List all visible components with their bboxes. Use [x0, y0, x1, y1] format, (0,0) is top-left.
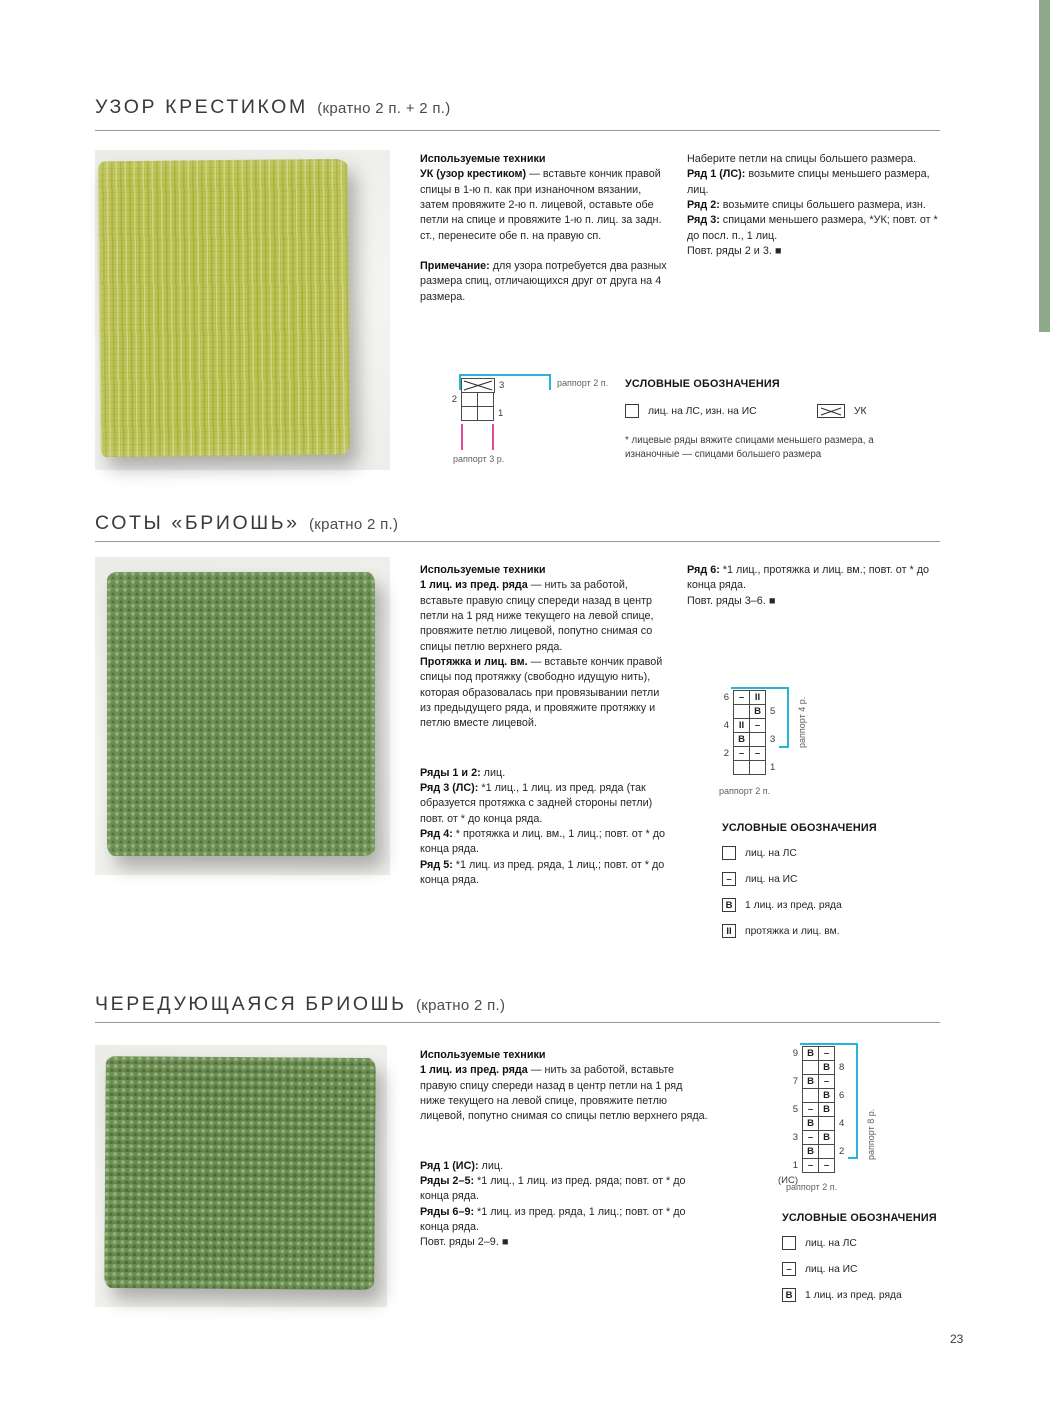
chart-cell: B — [733, 732, 750, 747]
chart-cell: – — [818, 1074, 835, 1089]
technique-term: 1 лиц. из пред. ряда — [420, 579, 528, 592]
legend-item — [782, 1236, 1002, 1250]
row-rapport-bracket — [731, 687, 789, 748]
chart-cross-stitch — [445, 378, 655, 478]
b-square-symbol: B — [722, 898, 736, 912]
pattern-repeat-note: (кратно 2 п.) — [416, 997, 506, 1014]
repeat-instruction: Повт. ряды 2–9. ■ — [420, 1236, 509, 1249]
chart-row-number: 5 — [792, 1104, 798, 1115]
chart-cell — [477, 406, 494, 421]
s1-techniques-column — [420, 152, 670, 305]
techniques-heading: Используемые техники — [420, 564, 546, 576]
row-label: Ряды 1 и 2: — [420, 766, 481, 779]
row-instruction — [420, 766, 670, 781]
chart-cell — [749, 760, 766, 775]
row-instruction — [420, 1159, 708, 1174]
techniques-heading: Используемые техники — [420, 1049, 546, 1061]
note-label: Примечание: — [420, 259, 490, 272]
technique-description — [420, 1063, 708, 1124]
row-label: Ряды 6–9: — [420, 1205, 475, 1218]
chart-row-number — [494, 392, 498, 407]
chart-cell: B — [802, 1116, 819, 1131]
legend-item — [722, 898, 952, 912]
legend-label: 1 лиц. из пред. ряда — [745, 899, 842, 911]
chart-row-number: 1 — [498, 408, 504, 419]
chart-row-number — [772, 1088, 802, 1103]
empty-square-symbol — [625, 404, 639, 418]
chart-cell — [477, 392, 494, 407]
dash-square-symbol: – — [782, 1262, 796, 1276]
legend-item — [722, 846, 952, 860]
technique-description — [420, 655, 670, 732]
legend-heading: УСЛОВНЫЕ ОБОЗНАЧЕНИЯ — [625, 378, 780, 390]
row-label: Ряд 3 (ЛС): — [420, 781, 479, 794]
chart-row-number: 5 — [770, 706, 776, 717]
chart-row-number — [772, 1116, 802, 1131]
legend-heading: УСЛОВНЫЕ ОБОЗНАЧЕНИЯ — [782, 1212, 937, 1224]
stitch-rapport-label: раппорт 2 п. — [719, 786, 771, 796]
chart-row-number: 3 — [499, 380, 505, 391]
chart-row-number: 3 — [770, 734, 776, 745]
cast-on-instruction: Наберите петли на спицы большего размера. — [687, 153, 916, 165]
chart-cell: – — [802, 1130, 819, 1145]
chart-cell: – — [818, 1158, 835, 1173]
stitch-rapport-bracket — [459, 374, 551, 390]
chart-cell: II — [749, 690, 766, 705]
legend-brioche-honeycomb — [722, 822, 952, 938]
chart-row — [772, 1130, 952, 1145]
dash-square-symbol: – — [722, 872, 736, 886]
row-rapport-label: раппорт 4 р. — [797, 696, 807, 748]
chart-row-number: 6 — [723, 692, 729, 703]
chart-cell — [733, 760, 750, 775]
section-heading-alternating-brioche — [95, 993, 505, 1016]
chart-cell: – — [802, 1102, 819, 1117]
cross-stitch-x-icon — [820, 407, 842, 416]
chart-brioche-honeycomb — [719, 690, 879, 802]
b-square-symbol: B — [782, 1288, 796, 1302]
legend-heading: УСЛОВНЫЕ ОБОЗНАЧЕНИЯ — [722, 822, 877, 834]
chart-cell: – — [749, 746, 766, 761]
technique-text: — нить за работой, вставьте правую спицу спереди назад в центр петли на 1 ряд ниже текущего на левой спице, провяжите петлю лицевой, попутно снимая со спицы петлю верхнего ряда. — [420, 579, 654, 653]
chart-row-number: 1 (ИС) — [777, 1160, 798, 1186]
row-instruction — [420, 1174, 708, 1205]
row-label: Ряд 6: — [687, 564, 720, 576]
chart-row-number — [835, 1158, 839, 1173]
section-divider — [95, 1022, 940, 1023]
row-text: *1 лиц., протяжка и лиц. вм.; повт. от * до конца ряда. — [687, 564, 930, 592]
row-rapport-bracket — [800, 1043, 858, 1159]
chart-cell: B — [802, 1074, 819, 1089]
chart-row-number: 4 — [723, 720, 729, 731]
technique-term: УК (узор крестиком) — [420, 168, 527, 181]
chart-cell: B — [818, 1060, 835, 1075]
page-edge-accent-bar — [1039, 0, 1050, 332]
row-rapport-label: раппорт 8 р. — [866, 1108, 876, 1160]
chart-cell: B — [818, 1102, 835, 1117]
bracket-tick — [779, 746, 789, 748]
section-divider — [95, 541, 940, 542]
legend-label: протяжка и лиц. вм. — [745, 925, 840, 937]
row-text: * протяжка и лиц. вм., 1 лиц.; повт. от * до конца ряда. — [420, 827, 666, 856]
stitch-rapport-label: раппорт 2 п. — [786, 1182, 838, 1192]
legend-alternating-brioche — [782, 1212, 1002, 1302]
cross-stitch-bowtie-symbol — [817, 404, 845, 418]
pattern-note — [420, 259, 670, 305]
row-text: *1 лиц., 1 лиц. из пред. ряда; повт. от * до конца ряда. — [420, 1174, 686, 1203]
chart-row-number: 9 — [792, 1048, 798, 1059]
legend-label: лиц. на ИС — [805, 1263, 858, 1275]
row-label: Ряд 5: — [420, 858, 453, 871]
row-rapport-line — [461, 424, 463, 450]
technique-term: Протяжка и лиц. вм. — [420, 655, 528, 668]
pattern-repeat-note: (кратно 2 п. + 2 п.) — [317, 100, 451, 117]
row-label: Ряд 2: — [687, 198, 720, 211]
legend-footnote: * лицевые ряды вяжите спицами меньшего размера, а изнаночные — спицами большего размера — [625, 435, 874, 461]
section-heading-cross-stitch — [95, 96, 451, 119]
s1-instructions-column — [687, 152, 945, 259]
pattern-title: УЗОР КРЕСТИКОМ — [95, 96, 308, 118]
row-instruction — [687, 563, 939, 594]
chart-row-number: 8 — [839, 1062, 845, 1073]
chart-row-number — [445, 406, 461, 421]
chart-cell: – — [733, 690, 750, 705]
chart-row — [772, 1046, 952, 1061]
knitted-swatch — [104, 1056, 376, 1290]
chart-cell: – — [733, 746, 750, 761]
legend-item — [817, 404, 867, 418]
row-text: возьмите спицы большего размера, изн. — [719, 198, 926, 211]
stitch-rapport-label: раппорт 2 п. — [557, 378, 609, 388]
chart-row-number: 2 — [451, 394, 457, 405]
chart-row — [772, 1102, 952, 1117]
bracket-tick — [848, 1157, 858, 1159]
legend-cross-stitch — [625, 378, 945, 468]
chart-cell: B — [818, 1088, 835, 1103]
techniques-heading: Используемые техники — [420, 153, 546, 165]
chart-cell — [461, 392, 478, 407]
row-label: Ряд 4: — [420, 827, 453, 840]
row-instruction — [420, 781, 670, 827]
chart-row-number: 7 — [792, 1076, 798, 1087]
row-instruction — [687, 198, 945, 213]
row-text: *1 лиц. из пред. ряда, 1 лиц.; повт. от * до конца ряда. — [420, 858, 665, 886]
chart-row-number — [719, 760, 733, 775]
pattern-title: ЧЕРЕДУЮЩАЯСЯ БРИОШЬ — [95, 993, 407, 1015]
chart-row-number: 3 — [792, 1132, 798, 1143]
row-instruction — [687, 167, 945, 198]
chart-cell — [461, 406, 478, 421]
technique-term: 1 лиц. из пред. ряда — [420, 1064, 528, 1077]
chart-row — [772, 1088, 952, 1103]
technique-description — [420, 167, 670, 244]
chart-row — [445, 392, 655, 407]
legend-item — [625, 404, 757, 418]
legend-label: лиц. на ЛС — [805, 1237, 857, 1249]
knitted-swatch — [107, 572, 375, 856]
row-text: лиц. — [478, 1159, 504, 1172]
chart-row-number — [766, 746, 770, 761]
chart-row — [772, 1116, 952, 1131]
chart-row-number: 4 — [839, 1118, 845, 1129]
chart-cell: B — [802, 1046, 819, 1061]
chart-row — [772, 1074, 952, 1089]
legend-item — [722, 924, 952, 938]
row-label: Ряды 2–5: — [420, 1174, 475, 1187]
chart-cell: II — [733, 718, 750, 733]
swatch-photo-cross-stitch — [95, 150, 390, 470]
chart-row — [719, 760, 879, 775]
chart-row-number: 1 — [770, 762, 776, 773]
legend-label: 1 лиц. из пред. ряда — [805, 1289, 902, 1301]
technique-description — [420, 578, 670, 655]
swatch-photo-alternating-brioche — [95, 1045, 387, 1307]
repeat-instruction: Повт. ряды 2 и 3. ■ — [687, 244, 782, 257]
swatch-photo-brioche-honeycomb — [95, 557, 390, 875]
empty-square-symbol — [782, 1236, 796, 1250]
legend-label: лиц. на ИС — [745, 873, 798, 885]
chart-cell: – — [818, 1046, 835, 1061]
chart-row — [772, 1144, 952, 1159]
row-text: *1 лиц. из пред. ряда, 1 лиц.; повт. от * до конца ряда. — [420, 1205, 686, 1233]
row-label: Ряд 3: — [687, 214, 720, 227]
chart-cell: B — [818, 1130, 835, 1145]
knitted-swatch — [97, 159, 350, 458]
section-divider — [95, 130, 940, 131]
chart-row-number: 2 — [839, 1146, 845, 1157]
s2-instructions-column — [687, 563, 939, 609]
ii-square-symbol: II — [722, 924, 736, 938]
row-rapport-label: раппорт 3 р. — [453, 454, 505, 464]
legend-label: УК — [854, 405, 867, 417]
section-heading-brioche-honeycomb — [95, 512, 398, 535]
note-text: для узора потребуется два разных размера спиц, отличающихся друг от друга на 4 размера. — [420, 259, 667, 303]
row-label: Ряд 1 (ИС): — [420, 1159, 479, 1172]
legend-label: лиц. на ЛС — [745, 847, 797, 859]
legend-label: лиц. на ЛС, изн. на ИС — [648, 405, 757, 417]
row-label: Ряд 1 (ЛС): — [687, 168, 746, 181]
s2-techniques-column — [420, 563, 670, 888]
row-instruction — [420, 858, 670, 889]
row-text: *1 лиц., 1 лиц. из пред. ряда (так образуется протяжка с задней стороны петли) повт. от * до конца ряда. — [420, 781, 653, 825]
row-text: лиц. — [480, 766, 506, 779]
legend-item — [782, 1288, 1002, 1302]
page-number: 23 — [950, 1332, 964, 1346]
row-text: возьмите спицы меньшего размера, лиц. — [687, 168, 930, 196]
chart-alternating-brioche — [772, 1046, 952, 1196]
chart-cell: B — [749, 704, 766, 719]
chart-row — [772, 1158, 952, 1186]
legend-item — [722, 872, 952, 886]
row-rapport-line — [492, 424, 494, 450]
chart-row-number: 6 — [839, 1090, 845, 1101]
pattern-repeat-note: (кратно 2 п.) — [309, 516, 399, 533]
row-instruction — [687, 213, 945, 244]
repeat-instruction: Повт. ряды 3–6. ■ — [687, 594, 776, 607]
chart-row — [772, 1060, 952, 1075]
chart-row-number — [772, 1060, 802, 1075]
row-text: спицами меньшего размера, *УК; повт. от * до посл. п., 1 лиц. — [687, 214, 938, 242]
chart-row-number: 2 — [723, 748, 729, 759]
chart-row-number — [772, 1144, 802, 1159]
technique-text: — вставьте кончик правой спицы в 1-ю п. как при изнаночном вязании, затем провяжите 2-ю п. лицевой, оставьте обе петли на спице и провяжите 1-ю п. лиц. за задн. ст., перенесите обе п. на правую сп. — [420, 168, 662, 242]
s3-techniques-column — [420, 1048, 708, 1251]
technique-text: — нить за работой, вставьте правую спицу спереди назад в центр петли на 1 ряд ниже текущего на левой спице, провяжите петлю лицевой, попутно снимая со спицы петлю верхнего ряда. — [420, 1064, 708, 1123]
empty-square-symbol — [722, 846, 736, 860]
chart-cell: – — [802, 1158, 819, 1173]
legend-item — [782, 1262, 1002, 1276]
technique-text: — вставьте кончик правой спицы под протяжку (свободно идущую нить), которая образовалась при провязывании петли из предыдущего ряда, и провяжите протяжку и петлю вместе лицевой. — [420, 655, 663, 730]
pattern-title: СОТЫ «БРИОШЬ» — [95, 512, 300, 534]
chart-cell: – — [749, 718, 766, 733]
row-instruction — [420, 1205, 708, 1236]
chart-row — [445, 406, 655, 421]
chart-cell: B — [802, 1144, 819, 1159]
chart-row — [719, 746, 879, 761]
row-instruction — [420, 827, 670, 858]
